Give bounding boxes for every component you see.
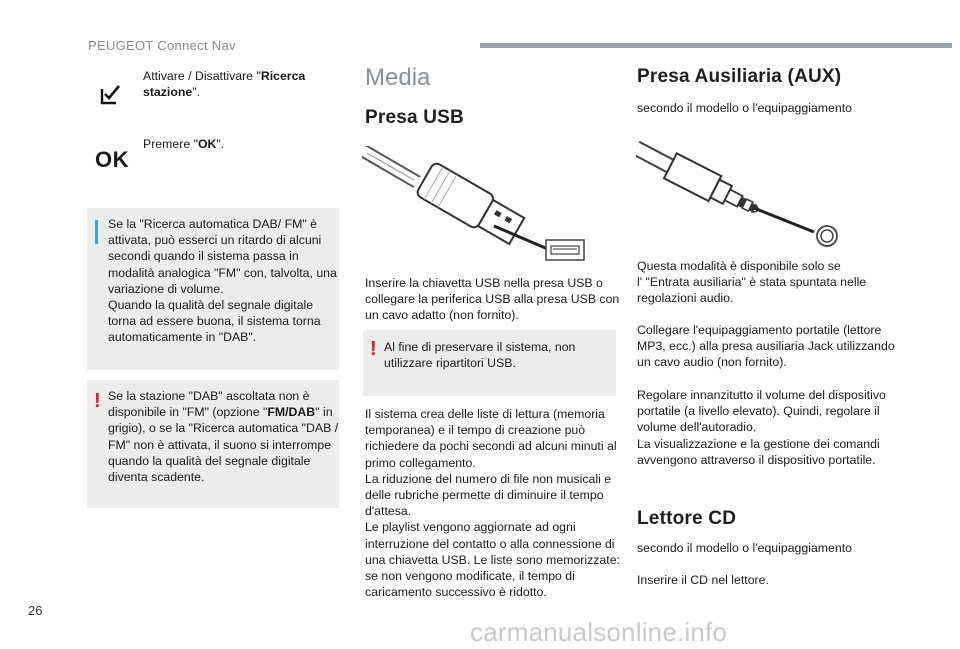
cd-instruction: Inserire il CD nel lettore.: [637, 573, 769, 587]
note-line: diventa scadente.: [108, 470, 205, 485]
ricerca-bold: Ricerca stazione: [143, 69, 306, 100]
text-line: La riduzione del numero di file non musicali e: [365, 471, 612, 486]
warning-note: [87, 380, 339, 508]
text-line: MP3, ecc.) alla presa ausiliaria Jack utilizzando: [637, 339, 895, 354]
text-line: collegare la periferica USB alla presa USB con: [365, 292, 620, 307]
note-line: quando la qualità del segnale digitale: [108, 453, 311, 468]
aux-connection: [637, 322, 907, 371]
note-line: FM" non è attivata, il suono si interrompe: [108, 437, 332, 452]
text-line: Collegare l'equipaggiamento portatile (lettore: [637, 323, 882, 337]
text-line: Il sistema crea delle liste di lettura (memoria: [365, 407, 605, 421]
ok-icon: OK: [95, 147, 129, 172]
note-line: Al fine di preservare il sistema, non: [384, 340, 576, 354]
heading-usb: Presa USB: [365, 107, 464, 128]
text-line: richiedere da pochi secondi ad alcuni minuti al: [365, 439, 617, 454]
text-line: portatile (a livello elevato). Quindi, regolare il: [637, 404, 880, 419]
instruction-press-ok: Premere "OK".: [143, 137, 225, 151]
note-line: Se la "Ricerca automatica DAB/ FM" è: [108, 217, 317, 231]
text-line: Regolare innanzitutto il volume del dispositivo: [637, 388, 886, 402]
checkbox-toggle-icon: [100, 83, 124, 105]
text-line: d'attesa.: [365, 504, 412, 519]
note-line: Se la stazione "DAB" ascoltata non è: [108, 389, 310, 403]
text-line: Questa modalità è disponibile solo se: [637, 259, 841, 273]
text-line: La visualizzazione e la gestione dei comandi: [637, 436, 880, 451]
page-number: 26: [28, 603, 43, 618]
note-line: utilizzare ripartitori USB.: [384, 356, 516, 371]
text-line: primo collegamento.: [365, 455, 476, 470]
document-header-title: PEUGEOT Connect Nav: [88, 38, 236, 53]
text-line: se non vengono modificate, il tempo di: [365, 569, 575, 584]
cd-subtitle: secondo il modello o l'equipaggiamento: [637, 541, 852, 555]
aux-jack-illustration: [636, 132, 846, 250]
text-line: una chiavetta USB. Le liste sono memorizzate:: [365, 552, 620, 567]
warning-exclamation-icon: !: [370, 338, 377, 360]
usb-playlist-info: [365, 406, 627, 600]
aux-subtitle: secondo il modello o l'equipaggiamento: [637, 101, 852, 115]
info-note: [87, 208, 339, 370]
instruction-toggle-search: Attivare / Disattivare "Ricerca stazione".: [143, 69, 306, 100]
note-line: modalità analogica "FM" con, talvolta, una: [108, 265, 337, 280]
text-line: un cavo adatto (non fornito).: [365, 308, 519, 323]
warning-exclamation-icon: !: [94, 390, 101, 412]
note-line: secondi quando il sistema passa in: [108, 249, 299, 264]
usb-illustration: [362, 146, 592, 266]
text-line: regolazioni audio.: [637, 291, 734, 306]
heading-aux: Presa Ausiliaria (AUX): [637, 66, 842, 87]
note-line: Quando la qualità del segnale digitale: [108, 298, 314, 313]
text-line: volume dell'autoradio.: [637, 420, 757, 435]
text-line: Inserire la chiavetta USB nella presa USB o: [365, 276, 603, 290]
text-line: l' "Entrata ausiliaria" è stata spuntata nelle: [637, 275, 867, 290]
note-line: disponibile in "FM" (opzione "FM/DAB" in: [108, 405, 333, 420]
info-bar-icon: [95, 220, 98, 244]
usb-instructions: [365, 275, 625, 324]
text-line: caricamento successivo è ridotto.: [365, 585, 547, 600]
aux-availability: [637, 258, 897, 307]
note-line: torna ad essere buona, il sistema torna: [108, 314, 321, 329]
text-line: Le playlist vengono aggiornate ad ogni: [365, 520, 576, 535]
note-line: automaticamente in "DAB".: [108, 330, 257, 345]
header-rule: [480, 43, 952, 48]
heading-cd: Lettore CD: [637, 508, 737, 529]
watermark: carmanualsonline.info: [470, 617, 728, 647]
section-title-media: Media: [365, 64, 431, 91]
text-line: delle rubriche permette di diminuire il tempo: [365, 488, 604, 503]
text-line: interruzione del contatto o alla connessione di: [365, 536, 615, 551]
text-line: temporanea) e il tempo di creazione può: [365, 423, 586, 438]
aux-volume: [637, 387, 907, 468]
note-line: grigio), o se la "Ricerca automatica "DAB /: [108, 421, 339, 436]
text-line: un cavo audio (non fornito).: [637, 355, 787, 370]
note-line: variazione di volume.: [108, 281, 224, 296]
text-line: avvengono attraverso il dispositivo portatile.: [637, 452, 876, 467]
usb-warning-note: [363, 330, 616, 396]
note-line: attivata, può esserci un ritardo di alcuni: [108, 233, 322, 248]
